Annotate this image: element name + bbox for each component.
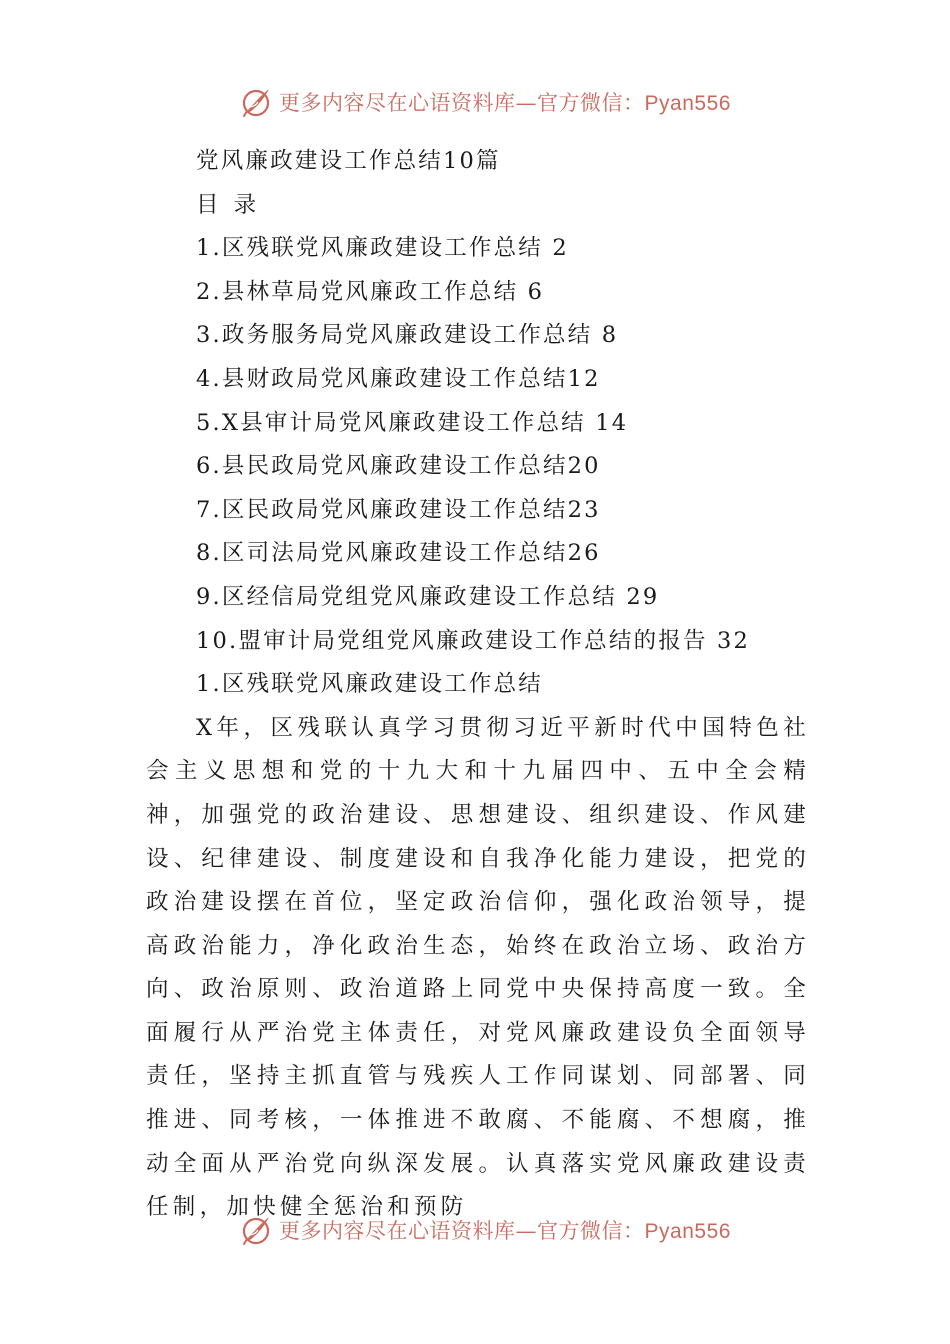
toc-item[interactable]: 1.区残联党风廉政建设工作总结 2 — [196, 235, 569, 262]
wechat-id: Pyan556 — [644, 92, 731, 115]
header-banner — [0, 80, 950, 124]
table-of-contents — [146, 227, 810, 663]
toc-item[interactable]: 2.县林草局党风廉政工作总结 6 — [196, 278, 545, 305]
quill-pen-logo-icon — [239, 85, 273, 119]
toc-item[interactable]: 8.区司法局党风廉政建设工作总结26 — [196, 540, 601, 567]
header-banner-content — [239, 85, 731, 119]
footer-banner — [0, 1208, 950, 1252]
toc-item[interactable]: 6.县民政局党风廉政建设工作总结20 — [196, 453, 601, 480]
toc-item[interactable]: 4.县财政局党风廉政建设工作总结12 — [196, 365, 601, 392]
toc-item[interactable]: 10.盟审计局党组党风廉政建设工作总结的报告 32 — [196, 627, 751, 654]
body-paragraph: X年，区残联认真学习贯彻习近平新时代中国特色社会主义思想和党的十九大和十九届四中、五中全会精神，加强党的政治建设、思想建设、组织建设、作风建设、纪律建设、制度建设和自我净化能力建设，把党的政治建设摆在首位，坚定政治信仰，强化政治领导，提高政治能力，净化政治生态，始终在政治立场、政治方向、政治原则、政治道路上同党中央保持高度一致。全面履行从严治党主体责任，对党风廉政建设负全面领导责任，坚持主抓直管与残疾人工作同谋划、同部署、同推进、同考核，一体推进不敢腐、不能腐、不想腐，推动全面从严治党向纵深发展。认真落实党风廉政建设责任制，加快健全惩治和预防 — [146, 714, 810, 1221]
footer-banner-content — [239, 1213, 731, 1247]
document-title: 党风廉政建设工作总结10篇 — [196, 148, 501, 174]
wechat-id: Pyan556 — [644, 1220, 731, 1243]
section-heading: 1.区残联党风廉政建设工作总结 — [196, 671, 543, 698]
toc-item[interactable]: 9.区经信局党组党风廉政建设工作总结 29 — [196, 583, 660, 610]
document-body — [146, 140, 810, 1230]
toc-item[interactable]: 5.X县审计局党风廉政建设工作总结 14 — [196, 409, 629, 436]
header-banner-text: 更多内容尽在心语资料库—官方微信：Pyan556 — [279, 91, 731, 115]
footer-banner-text: 更多内容尽在心语资料库—官方微信：Pyan556 — [279, 1219, 731, 1243]
toc-heading: 目 录 — [196, 191, 261, 218]
quill-pen-logo-icon — [239, 1213, 273, 1247]
toc-item[interactable]: 3.政务服务局党风廉政建设工作总结 8 — [196, 322, 619, 349]
toc-item[interactable]: 7.区民政局党风廉政建设工作总结23 — [196, 496, 601, 523]
